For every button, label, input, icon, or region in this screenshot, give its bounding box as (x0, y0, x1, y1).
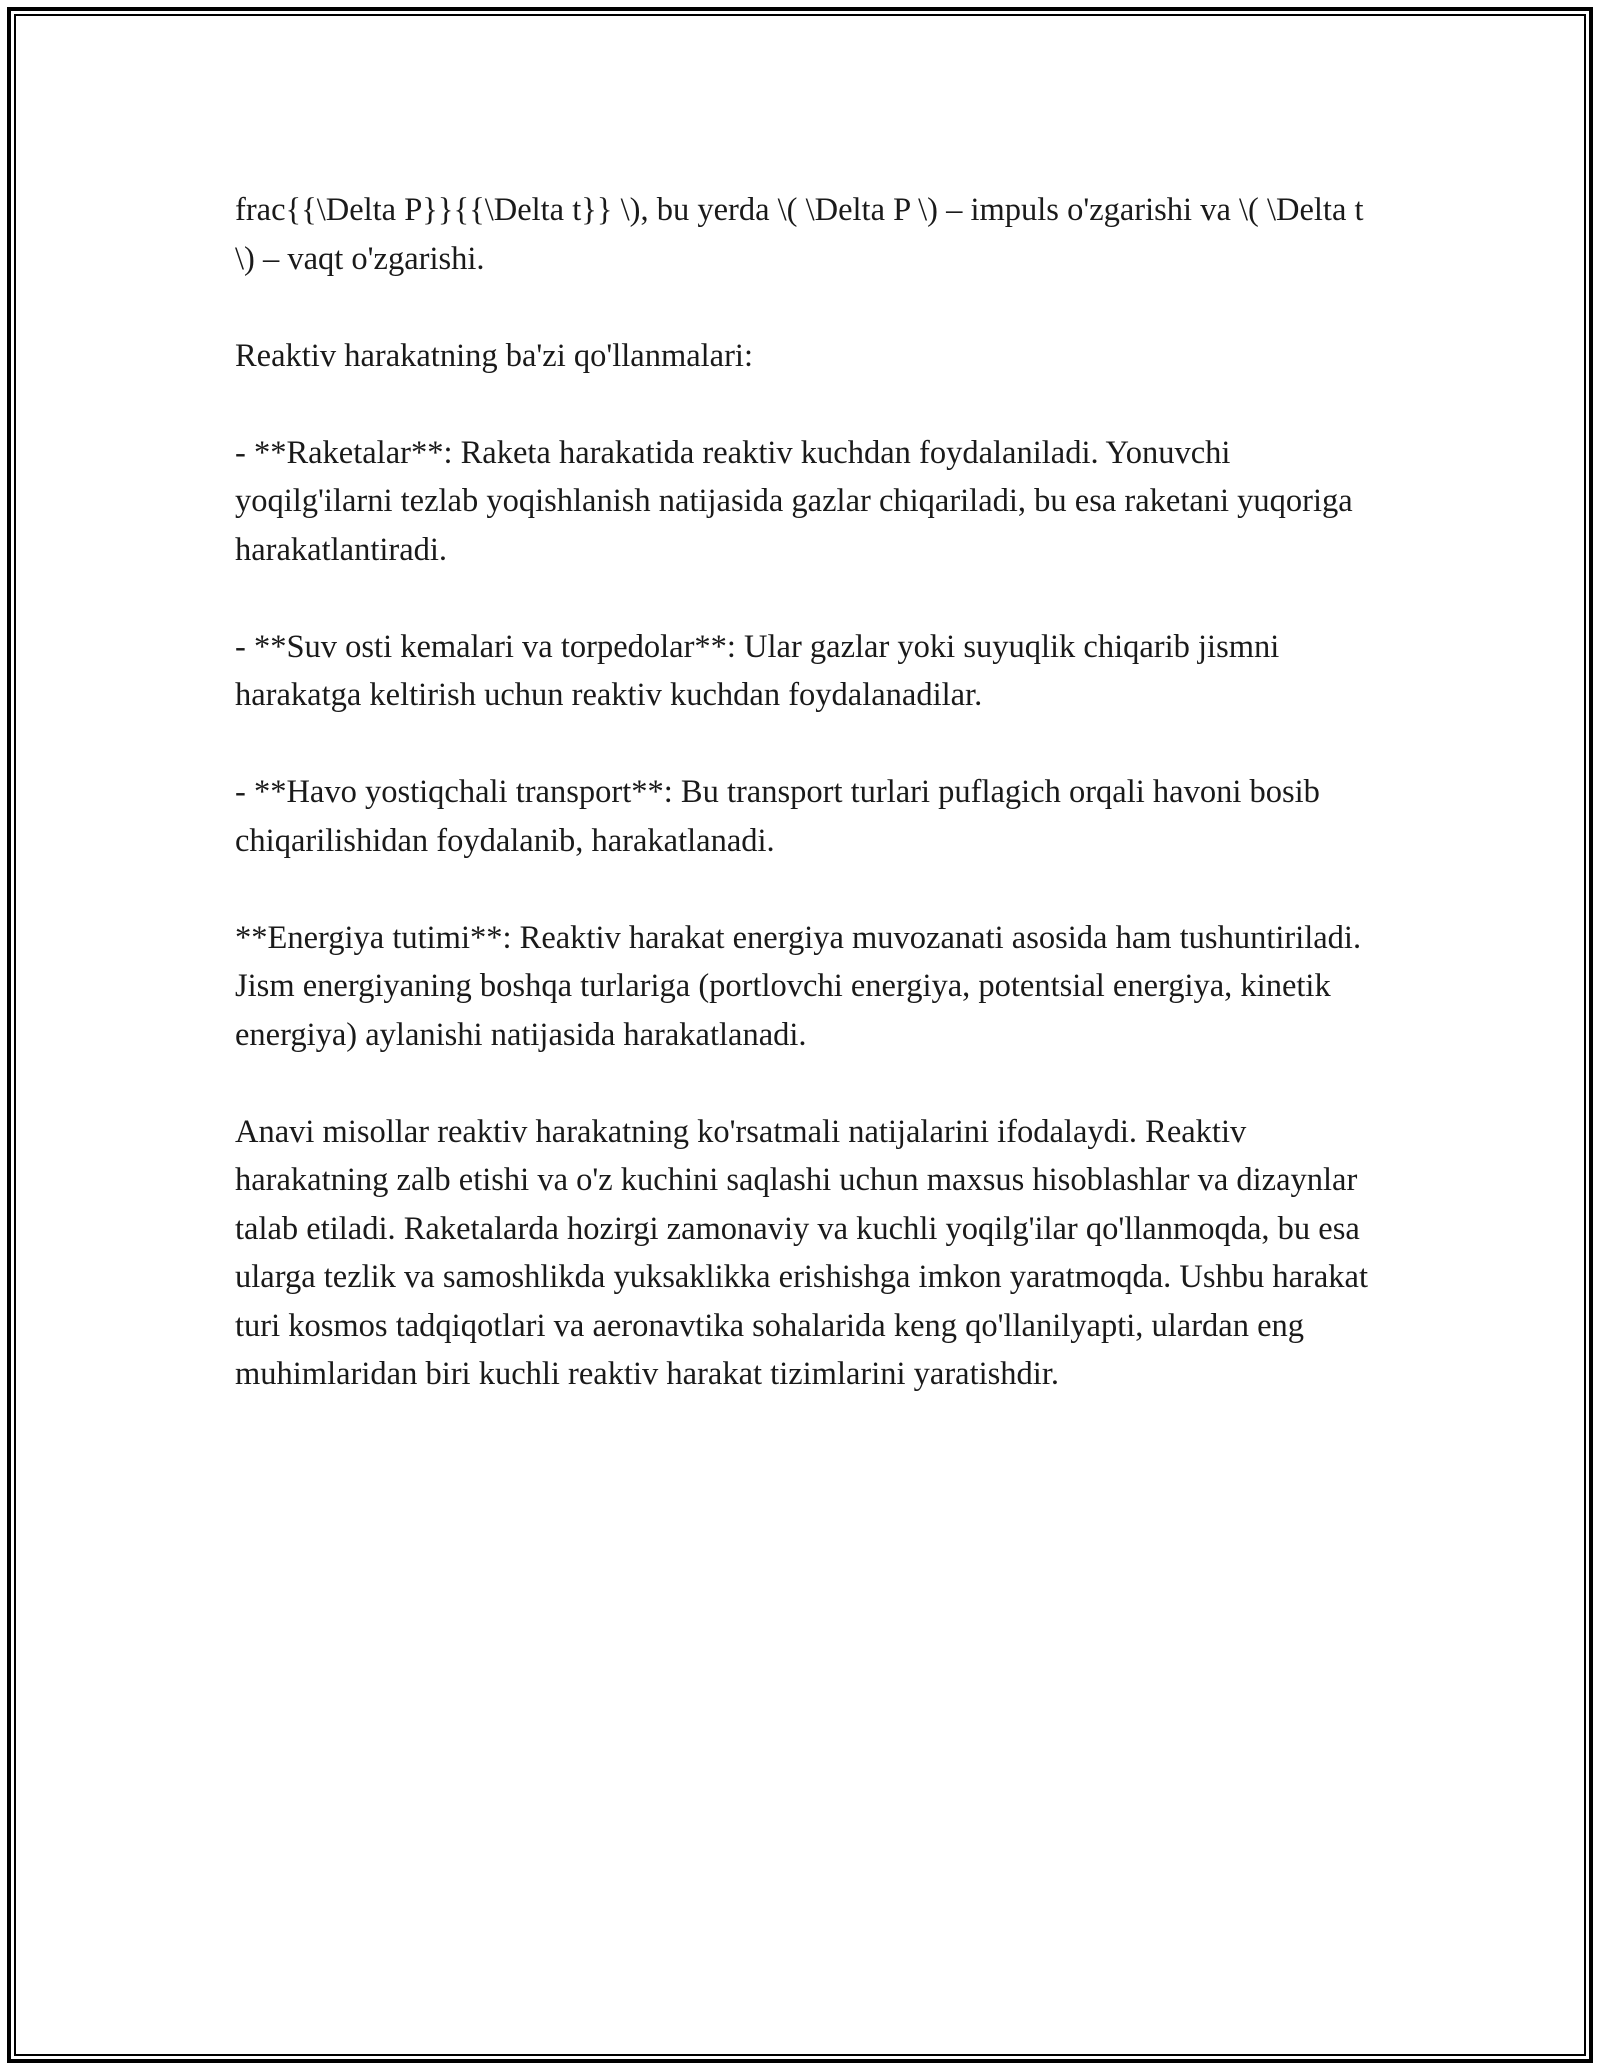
paragraph-rockets: - **Raketalar**: Raketa harakatida reaktiv kuchdan foydalaniladi. Yonuvchi yoqilg'ilarni tezlab yoqishlanish natijasida gazlar chiqariladi, bu esa raketani yuqoriga harakatlantiradi. (235, 434, 1353, 568)
document-body (235, 186, 1375, 1447)
paragraph-submarines-torpedoes: - **Suv osti kemalari va torpedolar**: Ular gazlar yoki suyuqlik chiqarib jismni harakatga keltirish uchun reaktiv kuchdan foydalanadilar. (235, 628, 1280, 713)
paragraph-formula-continuation: frac{{\Delta P}}{{\Delta t}} \), bu yerda \( \Delta P \) – impuls o'zgarishi va \( \Delta t \) – vaqt o'zgarishi. (235, 192, 1364, 277)
paragraph-applications-heading: Reaktiv harakatning ba'zi qo'llanmalari: (235, 337, 753, 374)
paragraph-conclusion: Anavi misollar reaktiv harakatning ko'rsatmali natijalarini ifodalaydi. Reaktiv harakatning zalb etishi va o'z kuchini saqlashi uchun maxsus hisoblashlar va dizaynlar talab etiladi. Raketalarda hozirgi zamonaviy va kuchli yoqilg'ilar qo'llanmoqda, bu esa ularga tezlik va samoshlikda yuksaklikka erishishga imkon yaratmoqda. Ushbu harakat turi kosmos tadqiqotlari va aeronavtika sohalarida keng qo'llanilyapti, ulardan eng muhimlaridan biri kuchli reaktiv harakat tizimlarini yaratishdir. (235, 1113, 1369, 1392)
paragraph-energy: **Energiya tutimi**: Reaktiv harakat energiya muvozanati asosida ham tushuntiriladi. Jism energiyaning boshqa turlariga (portlovchi energiya, potentsial energiya, kinetik energiya) aylanishi natijasida harakatlanadi. (235, 919, 1362, 1053)
paragraph-hovercraft: - **Havo yostiqchali transport**: Bu transport turlari puflagich orqali havoni bosib chiqarilishidan foydalanib, harakatlanadi. (235, 774, 1320, 859)
